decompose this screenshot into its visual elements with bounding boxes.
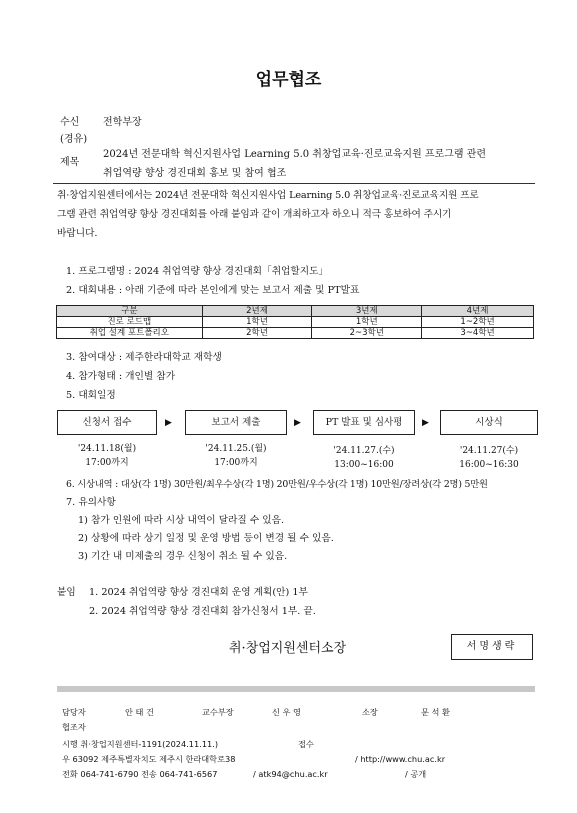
table-header-cell: 3년제: [312, 306, 422, 317]
note-item: 1) 참가 인원에 따라 시상 내역이 달라질 수 있음.: [78, 515, 285, 526]
footer-role: 담당자: [62, 707, 86, 717]
footer-role: 교수부장: [202, 707, 234, 717]
table-cell: 1학년: [202, 317, 312, 328]
schedule-date-line: '24.11.25.(월): [205, 444, 267, 454]
table-row: [57, 317, 534, 328]
table-cell: 2~3학년: [312, 328, 422, 339]
schedule-step-pt: PT 발표 및 심사평: [313, 410, 415, 435]
sender-name: 취·창업지원센터소장: [229, 641, 347, 656]
subject-line-2: 취업역량 향상 경진대회 홍보 및 참여 협조: [103, 168, 287, 179]
via-label: (경유): [60, 134, 88, 145]
footer-phone-fax: 전화 064-741-6790 전송 064-741-6567: [62, 769, 218, 779]
subject-line-1: 2024년 전문대학 혁신지원사업 Learning 5.0 취창업교육·진로교육지원 프로그램 관련: [103, 149, 487, 160]
schedule-step-application: 신청서 접수: [57, 410, 157, 435]
footer-person: 안 태 건: [125, 707, 154, 717]
schedule-time-line: 13:00~16:00: [334, 460, 394, 470]
footer-role: 소장: [362, 707, 378, 717]
item-awards: 6. 시상내역 : 대상(각 1명) 30만원/최우수상(각 1명) 20만원/우수상(각 1명) 10만원/장려상(각 2명) 5만원: [66, 479, 488, 490]
schedule-time-line: 17:00까지: [214, 458, 258, 468]
table-cell: 3~4학년: [422, 328, 534, 339]
header-divider: [53, 183, 535, 184]
footer-divider: [57, 686, 535, 692]
recipient-value: 전학부장: [103, 117, 142, 128]
item-contest-content: 2. 대회내용 : 아래 기준에 따라 본인에게 맞는 보고서 제출 및 PT발표: [66, 285, 360, 296]
schedule-time-line: 16:00~16:30: [459, 460, 519, 470]
schedule-date-2: [185, 442, 287, 470]
criteria-table: [56, 305, 534, 339]
arrow-right-icon: ▶: [294, 418, 301, 428]
recipient-label: 수신: [60, 117, 80, 128]
schedule-step-report: 보고서 제출: [185, 410, 287, 435]
note-item: 3) 기간 내 미제출의 경우 신청이 취소 될 수 있음.: [78, 551, 288, 562]
schedule-date-line: '24.11.18(월): [77, 444, 137, 454]
attachment-item: 2. 2024 취업역량 향상 경진대회 참가신청서 1부. 끝.: [89, 606, 316, 617]
table-cell: 취업 설계 포트폴리오: [57, 328, 203, 339]
body-line-2: 그램 관련 취업역량 향상 경진대회를 아래 붙임과 같이 개최하고자 하오니 적극 홍보하여 주시기: [57, 209, 452, 220]
schedule-date-3: [313, 444, 415, 472]
schedule-time-line: 17:00까지: [85, 458, 129, 468]
schedule-step-award: 시상식: [440, 410, 538, 435]
signature-omitted-box: 서명생략: [451, 634, 533, 660]
table-header-cell: 구분: [57, 306, 203, 317]
note-item: 2) 상황에 따라 상기 일정 및 운영 방법 등이 변경 될 수 있음.: [78, 533, 334, 544]
footer-person: 문 석 환: [421, 707, 450, 717]
footer-email: / atk94@chu.ac.kr: [253, 769, 328, 779]
table-header-cell: 4년제: [422, 306, 534, 317]
item-participation-type: 4. 참가형태 : 개인별 참가: [66, 371, 176, 382]
footer-disclosure: / 공개: [405, 769, 427, 779]
schedule-date-line: '24.11.27(수): [459, 446, 519, 456]
footer-person: 신 우 영: [272, 707, 301, 717]
schedule-date-4: [440, 444, 538, 472]
arrow-right-icon: ▶: [165, 418, 172, 428]
table-header-cell: 2년제: [202, 306, 312, 317]
schedule-date-1: [57, 442, 157, 470]
attachment-item: 1. 2024 취업역량 향상 경진대회 운영 계획(안) 1부: [89, 587, 308, 598]
attachment-label: 붙임: [57, 587, 76, 598]
table-cell: 1학년: [312, 317, 422, 328]
table-row: [57, 328, 534, 339]
item-schedule: 5. 대회일정: [66, 390, 116, 401]
table-cell: 2학년: [202, 328, 312, 339]
schedule-date-line: '24.11.27.(수): [333, 446, 395, 456]
footer-receipt: 접수: [298, 739, 314, 749]
item-participants: 3. 참여대상 : 제주한라대학교 재학생: [66, 352, 222, 363]
item-notes: 7. 유의사항: [66, 497, 116, 508]
footer-enforcement: 시행 취·창업지원센터-1191(2024.11.11.): [62, 739, 219, 749]
footer-cooperator: 협조자: [62, 722, 86, 732]
arrow-right-icon: ▶: [422, 418, 429, 428]
table-cell: 진로 로드맵: [57, 317, 203, 328]
document-title: 업무협조: [255, 70, 322, 90]
table-header-row: [57, 306, 534, 317]
footer-website: / http://www.chu.ac.kr: [355, 754, 446, 764]
item-program-name: 1. 프로그램명 : 2024 취업역량 향상 경진대회「취업할지도」: [66, 266, 329, 277]
body-line-1: 취·창업지원센터에서는 2024년 전문대학 혁신지원사업 Learning 5.0 취창업교육·진로교육지원 프로: [57, 190, 479, 201]
footer-address: 우 63092 제주특별자치도 제주시 한라대학로38: [62, 754, 236, 764]
subject-label: 제목: [60, 157, 80, 168]
body-line-3: 바랍니다.: [57, 228, 98, 239]
table-cell: 1~2학년: [422, 317, 534, 328]
